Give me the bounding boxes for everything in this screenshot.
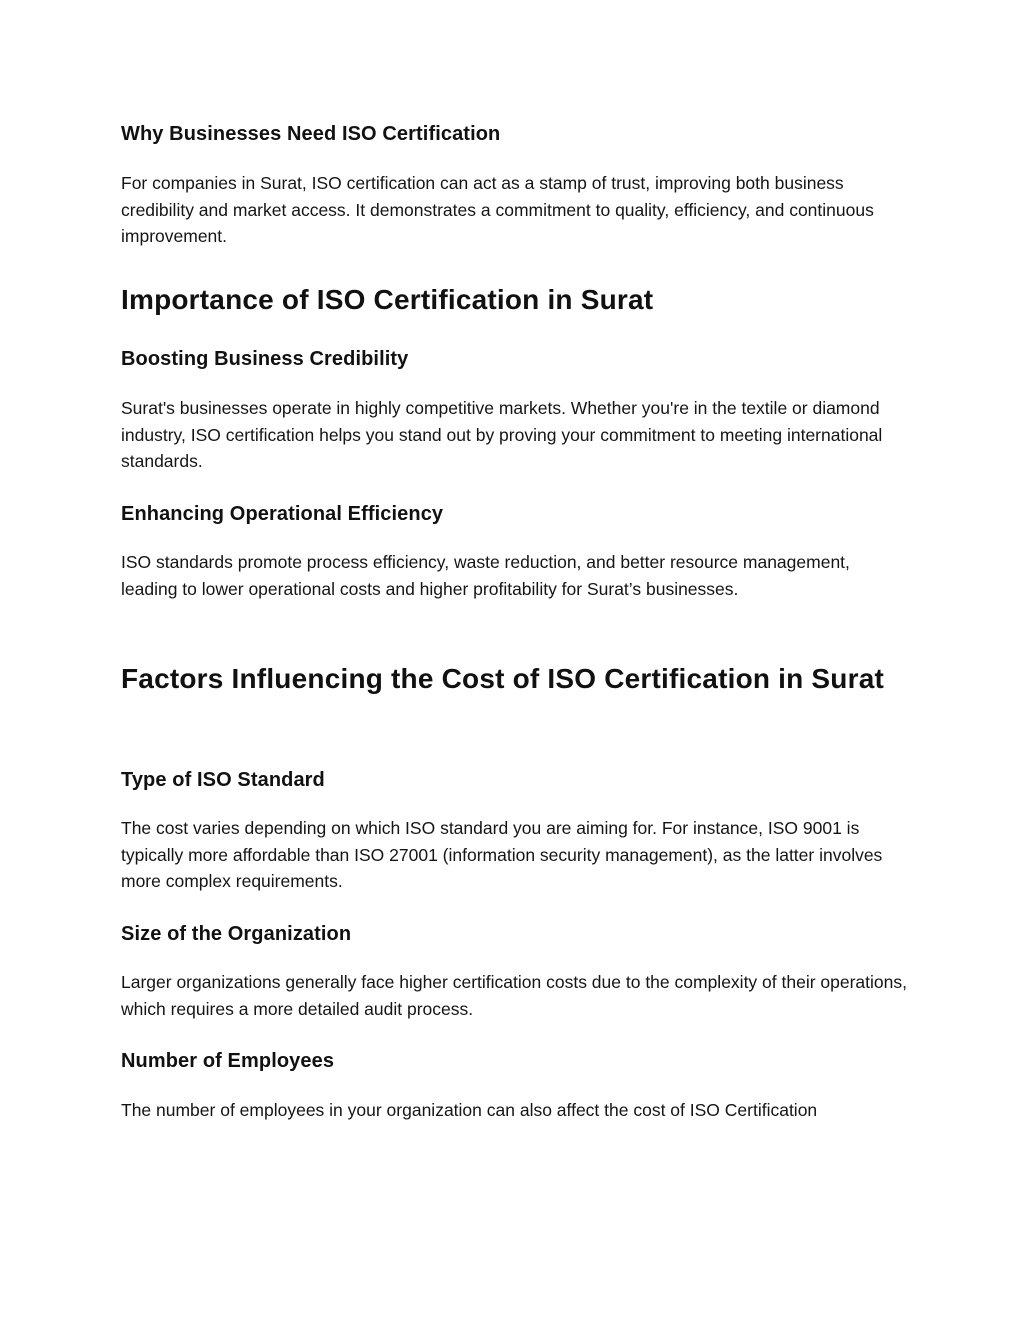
organization-size-paragraph: Larger organizations generally face higher certification costs due to the complexity of their operations, which requires a more detailed audit process. xyxy=(121,972,907,1019)
why-businesses-paragraph: For companies in Surat, ISO certification can act as a stamp of trust, improving both business credibility and market access. It demonstrates a commitment to quality, efficiency, and continuous improvement. xyxy=(121,173,874,246)
organization-size-heading: Size of the Organization xyxy=(121,923,352,945)
credibility-paragraph: Surat's businesses operate in highly competitive markets. Whether you're in the textile or diamond industry, ISO certification helps you stand out by proving your commitment to meeting international standards. xyxy=(121,398,883,471)
why-businesses-heading: Why Businesses Need ISO Certification xyxy=(121,123,501,145)
number-of-employees-paragraph: The number of employees in your organization can also affect the cost of ISO Certification xyxy=(121,1100,818,1120)
efficiency-paragraph: ISO standards promote process efficiency, waste reduction, and better resource management, leading to lower operational costs and higher profitability for Surat’s businesses. xyxy=(121,552,850,599)
importance-heading: Importance of ISO Certification in Surat xyxy=(121,284,654,315)
number-of-employees-heading: Number of Employees xyxy=(121,1050,335,1072)
credibility-heading: Boosting Business Credibility xyxy=(121,348,409,370)
type-of-iso-standard-heading: Type of ISO Standard xyxy=(121,769,325,791)
efficiency-heading: Enhancing Operational Efficiency xyxy=(121,503,444,525)
type-of-iso-standard-paragraph: The cost varies depending on which ISO standard you are aiming for. For instance, ISO 9001 is typically more affordable than ISO 27001 (information security management), as the latter involves more complex requirements. xyxy=(121,818,883,891)
factors-heading: Factors Influencing the Cost of ISO Certification in Surat xyxy=(121,663,884,694)
